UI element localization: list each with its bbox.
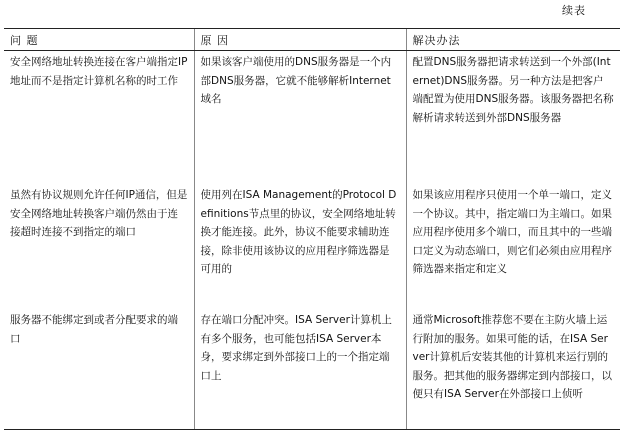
table-row — [4, 309, 620, 430]
solution-cell: 配置DNS服务器把请求转送到一个外部(Internet)DNS服务器。另一种方法是把客户端配置为使用DNS服务器。该服务器把名称解析请求转送到外部DNS服务器 — [406, 51, 620, 185]
table-row — [4, 184, 620, 309]
header-solution: 解决办法 — [406, 29, 620, 51]
header-problem: 问 题 — [4, 29, 194, 51]
cause-cell: 如果该客户端使用的DNS服务器是一个内部DNS服务器，它就不能够解析Internet域名 — [194, 51, 406, 185]
problem-cell: 服务器不能绑定到或者分配要求的端口 — [4, 309, 194, 430]
table-header-row — [4, 29, 620, 51]
solution-cell: 通常Microsoft推荐您不要在主防火墙上运行附加的服务。如果可能的话，在ISA Server计算机后安装其他的计算机来运行别的服务。把其他的服务器绑定到内部接口，以便只有ISA Server在外部接口上侦听 — [406, 309, 620, 430]
problem-cell: 安全网络地址转换连接在客户端指定IP地址而不是指定计算机名称的时工作 — [10, 56, 188, 87]
problem-cell: 虽然有协议规则允许任何IP通信，但是安全网络地址转换客户端仍然由于连接超时连接不到指定的端口 — [10, 189, 188, 238]
troubleshooting-table — [4, 28, 620, 430]
table-continued-caption: 续表 — [562, 4, 586, 17]
cause-cell: 存在端口分配冲突。ISA Server计算机上有多个服务，也可能包括ISA Server本身，要求绑定到外部接口上的一个指定端口上 — [194, 309, 406, 430]
cause-cell: 使用列在ISA Management的Protocol Definitions节点里的协议，安全网络地址转换才能连接。此外，协议不能要求辅助连接，除非使用该协议的应用程序筛选器是可用的 — [194, 184, 406, 309]
header-cause: 原 因 — [194, 29, 406, 51]
table-row — [4, 51, 620, 185]
solution-cell: 如果该应用程序只使用一个单一端口，定义一个协议。其中，指定端口为主端口。如果应用程序使用多个端口，而且其中的一些端口定义为动态端口，则它们必须由应用程序筛选器来指定和定义 — [406, 184, 620, 309]
